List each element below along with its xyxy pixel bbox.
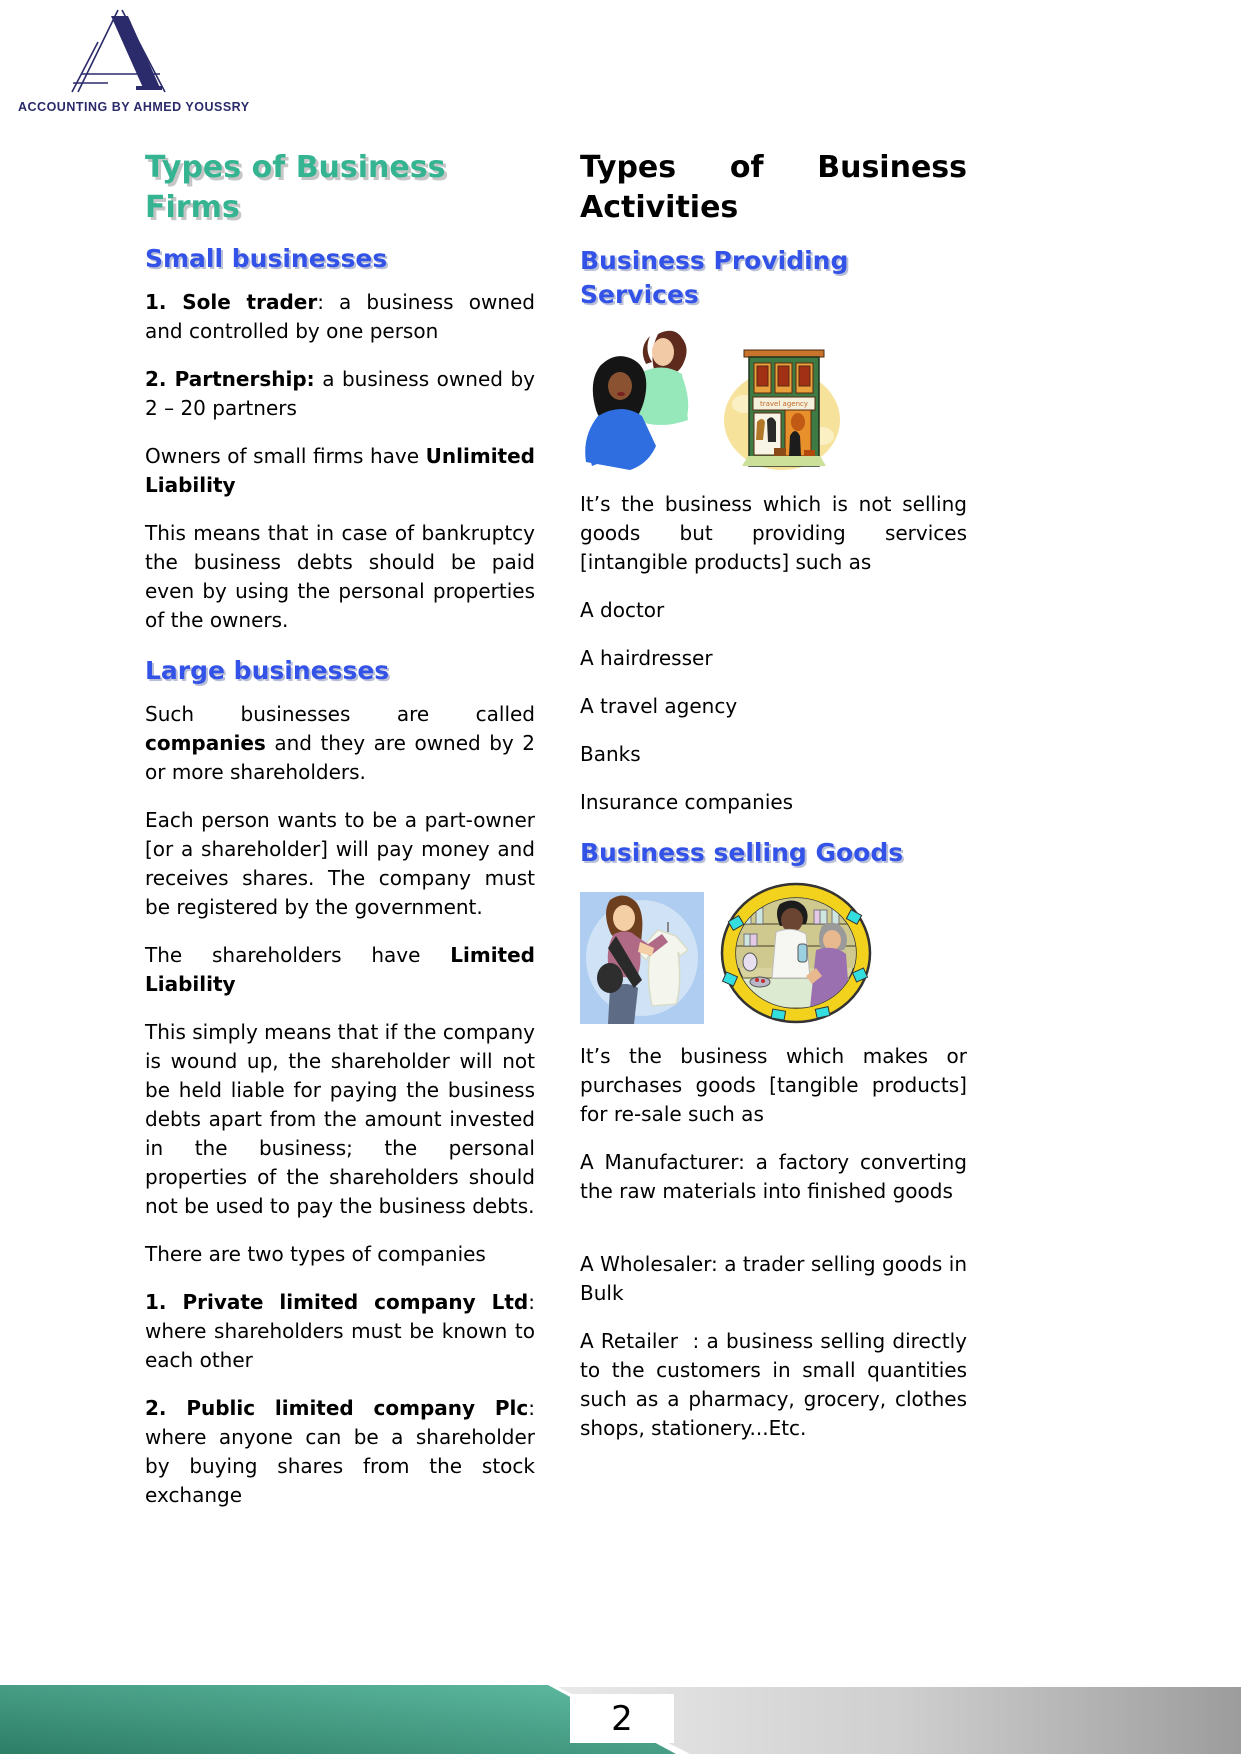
left-column bbox=[145, 148, 535, 1529]
list-item: A Retailer : a business selling directly to the customers in small quantities such as a pharmacy, grocery, clothes shops, stationery...Etc. bbox=[580, 1329, 967, 1440]
small-businesses-paragraphs bbox=[145, 288, 535, 635]
left-column-title: Types of Business Firms bbox=[145, 150, 446, 225]
heading-business-providing-services: Business Providing Services bbox=[580, 246, 849, 309]
list-item: Insurance companies bbox=[580, 790, 794, 814]
paragraph: 2. Public limited company Plc: where anyone can be a shareholder by buying shares from the stock exchange bbox=[145, 1396, 535, 1507]
paragraph: This simply means that if the company is wound up, the shareholder will not be held liable for paying the business debts apart from the amount invested in the business; the personal properties of the shareholders should not be used to pay the business debts. bbox=[145, 1020, 535, 1218]
pharmacy-clipart bbox=[720, 882, 872, 1024]
paragraph: This means that in case of bankruptcy the business debts should be paid even by using the personal properties of the owners. bbox=[145, 521, 535, 632]
list-item: A hairdresser bbox=[580, 646, 713, 670]
logo-caption: ACCOUNTING BY AHMED YOUSSRY bbox=[18, 100, 250, 114]
footer bbox=[0, 1685, 1241, 1754]
list-item: A travel agency bbox=[580, 694, 738, 718]
services-images bbox=[580, 324, 967, 472]
page-number: 2 bbox=[570, 1694, 674, 1743]
paragraph: Owners of small firms have Unlimited Liability bbox=[145, 444, 535, 497]
heading-business-selling-goods: Business selling Goods bbox=[580, 838, 904, 867]
hairdresser-clipart bbox=[580, 324, 706, 472]
services-list bbox=[580, 596, 967, 817]
travel-agency-clipart bbox=[722, 344, 844, 472]
paragraph: Such businesses are called companies and they are owned by 2 or more shareholders. bbox=[145, 702, 535, 784]
paragraph: The shareholders have Limited Liability bbox=[145, 943, 535, 996]
goods-list bbox=[580, 1148, 967, 1443]
goods-images bbox=[580, 882, 967, 1024]
paragraph: There are two types of companies bbox=[145, 1242, 486, 1266]
paragraph: 1. Sole trader: a business owned and controlled by one person bbox=[145, 290, 535, 343]
logo-mark-icon bbox=[18, 8, 248, 94]
paragraph: Each person wants to be a part-owner [or a shareholder] will pay money and receives shares. The company must be registered by the government. bbox=[145, 808, 535, 919]
travel-agency-sign: travel agency bbox=[760, 400, 808, 408]
paragraph: 1. Private limited company Ltd: where shareholders must be known to each other bbox=[145, 1290, 535, 1372]
clothes-shopper-clipart bbox=[580, 892, 704, 1024]
services-intro: It’s the business which is not selling goods but providing services [intangible products] such as bbox=[580, 492, 967, 574]
goods-intro: It’s the business which makes or purchases goods [tangible products] for re-sale such as bbox=[580, 1044, 967, 1126]
list-item: A doctor bbox=[580, 598, 665, 622]
logo bbox=[18, 8, 258, 114]
heading-small-businesses: Small businesses bbox=[145, 244, 388, 273]
list-item: Banks bbox=[580, 742, 641, 766]
list-item: A Manufacturer: a factory converting the raw materials into finished goods bbox=[580, 1150, 967, 1203]
paragraph: 2. Partnership: a business owned by 2 – 20 partners bbox=[145, 367, 536, 420]
list-item: A Wholesaler: a trader selling goods in Bulk bbox=[580, 1252, 967, 1305]
right-column bbox=[580, 148, 967, 1462]
large-businesses-paragraphs bbox=[145, 700, 535, 1510]
heading-large-businesses: Large businesses bbox=[145, 656, 390, 685]
right-column-title: Types of Business Activities bbox=[580, 150, 967, 225]
